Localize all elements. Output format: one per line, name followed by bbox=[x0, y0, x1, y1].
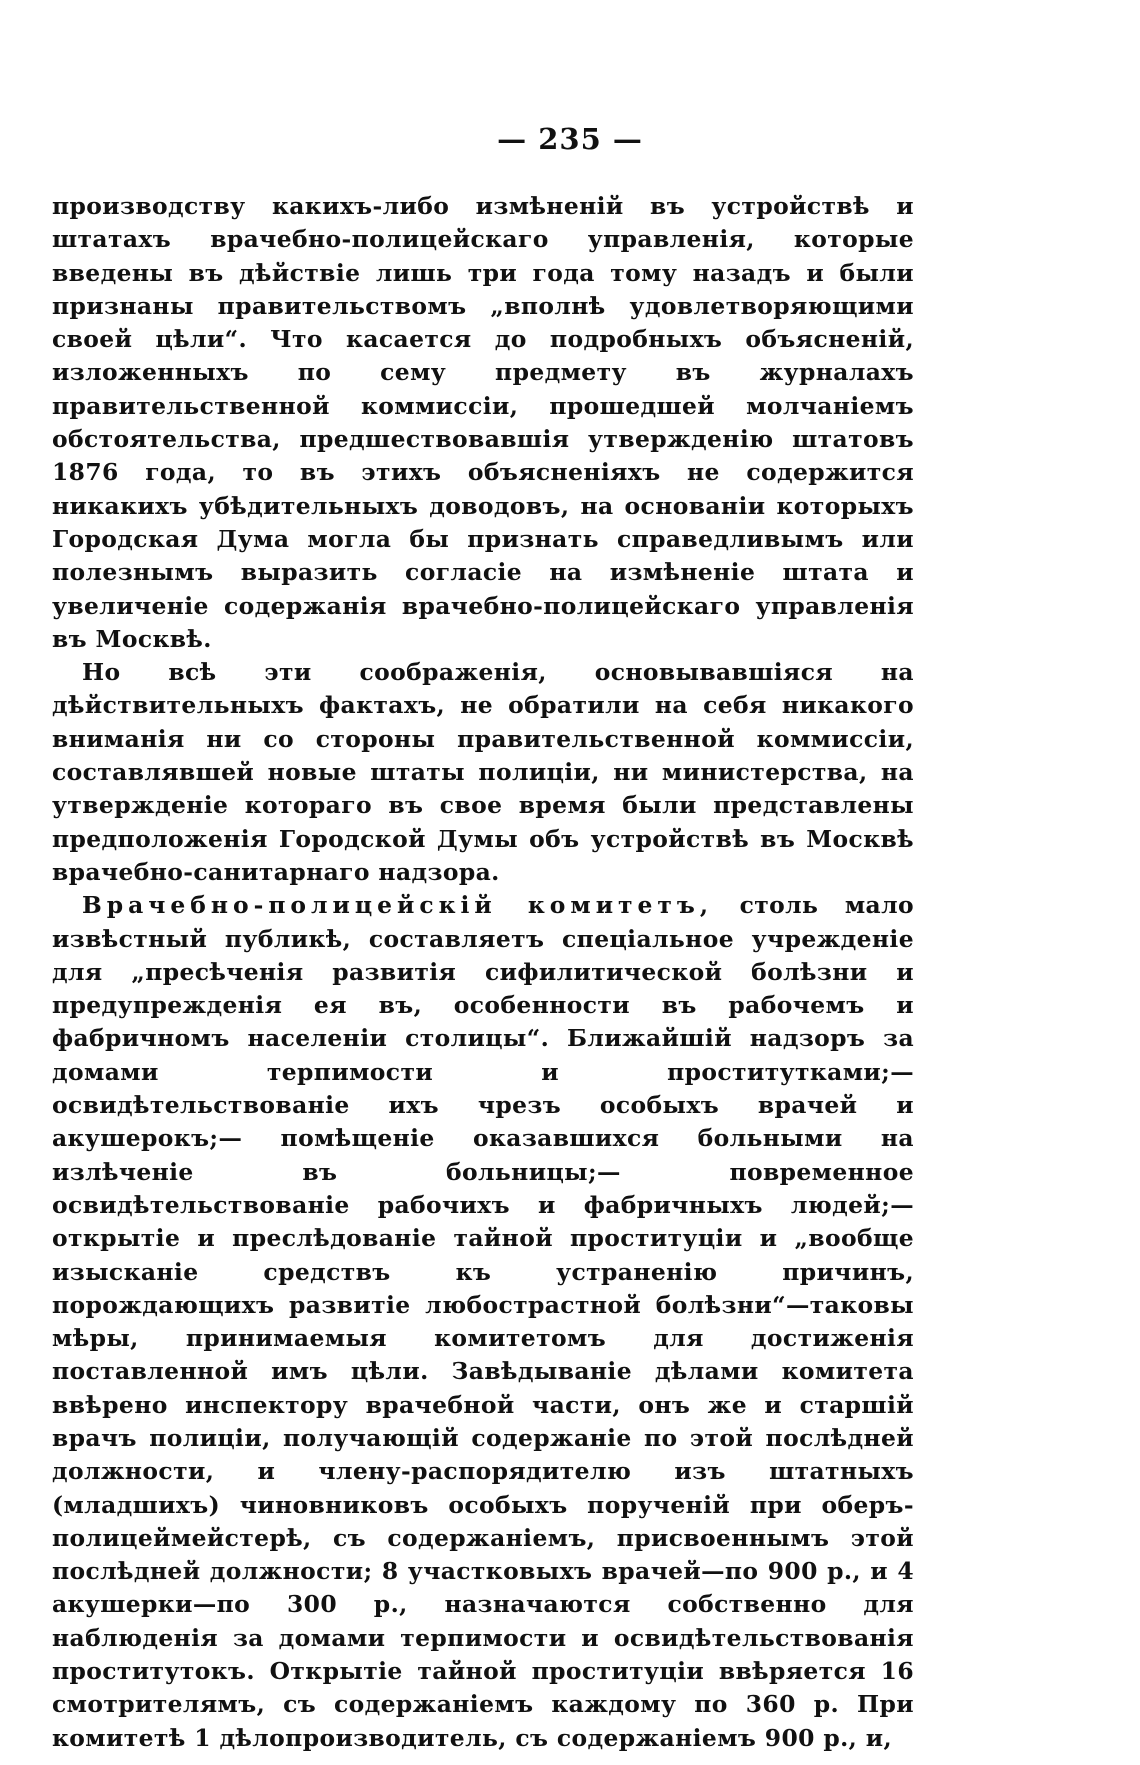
page-number: — 235 — bbox=[497, 122, 643, 156]
paragraph-3 bbox=[52, 889, 914, 1755]
paragraph-3-lead: Врачебно-полицейскій комитетъ, bbox=[82, 891, 714, 920]
paragraph-3-text: столь мало извѣстный публикѣ, составляетъ спеціальное учрежденіе для „пресѣченія развитія сифилитической болѣзни и предупрежденія ея въ, особенности въ рабочемъ и фабричномъ населеніи столицы“. Ближайшій надзоръ за домами терпимости и проститутками;— освидѣтельствованіе ихъ чрезъ особыхъ врачей и акушерокъ;— помѣщеніе оказавшихся больными на излѣченіе въ больницы;— повременное освидѣтельствованіе рабочихъ и фабричныхъ людей;— открытіе и преслѣдованіе тайной проституціи и „вообще изысканіе средствъ къ устраненію причинъ, порождающихъ развитіе любострастной болѣзни“—таковы мѣры, принимаемыя комитетомъ для достиженія поставленной имъ цѣли. Завѣдываніе дѣлами комитета ввѣрено инспектору врачебной части, онъ же и старшій врачъ полиціи, получающій содержаніе по этой послѣдней должности, и члену-распорядителю изъ штатныхъ (младшихъ) чиновниковъ особыхъ порученій при оберъ-полицеймейстерѣ, съ содержаніемъ, присвоеннымъ этой послѣдней должности; 8 участковыхъ врачей—по 900 р., и 4 акушерки—по 300 р., назначаются собственно для наблюденія за домами терпимости и освидѣтельствованія проститутокъ. Открытіе тайной проституціи ввѣряется 16 смотрителямъ, съ содержаніемъ каждому по 360 р. При комитетѣ 1 дѣлопроизводитель, съ содержаніемъ 900 р., и, bbox=[52, 891, 914, 1752]
paragraph-1: производству какихъ-либо измѣненій въ устройствѣ и штатахъ врачебно-полицейскаго управленія, которые введены въ дѣйствіе лишь три года тому назадъ и были признаны правительствомъ „вполнѣ удовлетворяющими своей цѣли“. Что касается до подробныхъ объясненій, изложенныхъ по сему предмету въ журналахъ правительственной коммиссіи, прошедшей молчаніемъ обстоятельства, предшествовавшія утвержденію штатовъ 1876 года, то въ этихъ объясненіяхъ не содержится никакихъ убѣдительныхъ доводовъ, на основаніи которыхъ Городская Дума могла бы признать справедливымъ или полезнымъ выразить согласіе на измѣненіе штата и увеличеніе содержанія врачебно-полицейскаго управленія въ Москвѣ. bbox=[52, 192, 914, 653]
paragraph-2: Но всѣ эти соображенія, основывавшіяся на дѣйствительныхъ фактахъ, не обратили на себя никакого вниманія ни со стороны правительственной коммиссіи, составлявшей новые штаты полиціи, ни министерства, на утвержденіе котораго въ свое время были представлены предположенія Городской Думы объ устройствѣ въ Москвѣ врачебно-санитарнаго надзора. bbox=[52, 658, 914, 886]
page-body bbox=[52, 190, 914, 1755]
